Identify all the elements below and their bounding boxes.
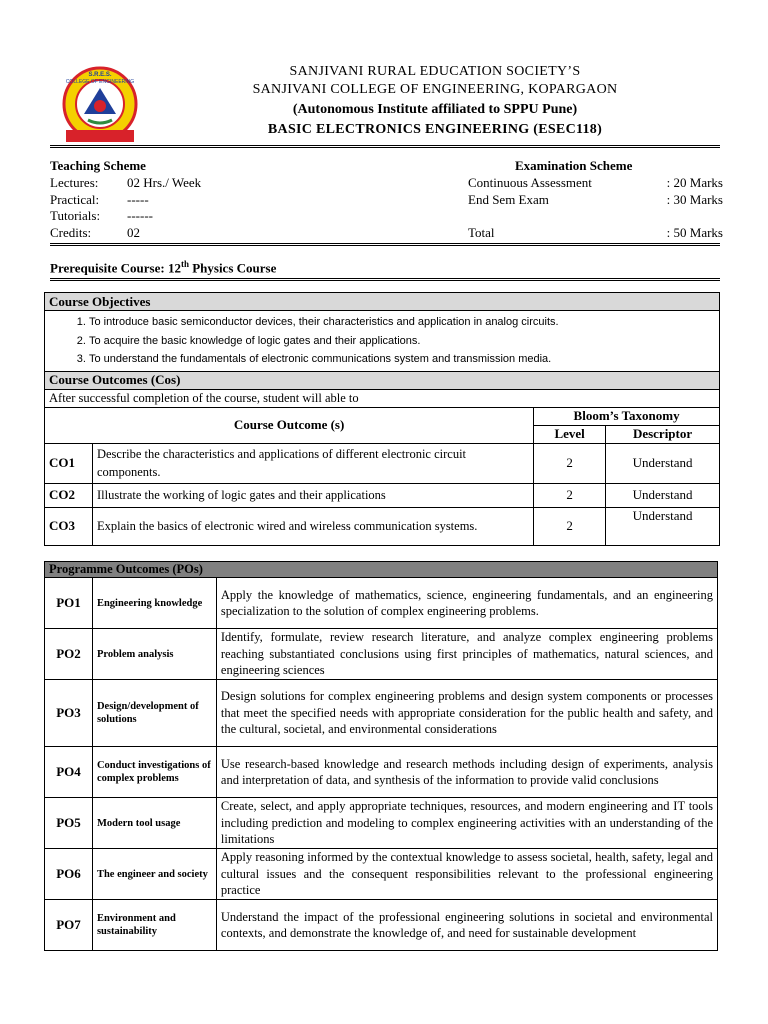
po-name: The engineer and society — [92, 849, 216, 900]
co-descriptor: Understand — [606, 507, 720, 545]
po-name: Modern tool usage — [92, 798, 216, 849]
po-code: PO3 — [45, 680, 93, 747]
objectives-list — [45, 313, 719, 369]
table-row — [45, 747, 718, 798]
po-name: Environment and sustainability — [92, 900, 216, 951]
table-row — [45, 629, 718, 680]
co-code: CO3 — [45, 507, 93, 545]
table-row — [45, 849, 718, 900]
po-code: PO2 — [45, 629, 93, 680]
programme-outcomes-table — [44, 561, 718, 951]
co-level: 2 — [534, 443, 606, 483]
divider — [50, 145, 720, 148]
po-description: Design solutions for complex engineering problems and design system components or processes that meet the specified needs with appropriate consideration for the public health and safety, and the cultural, societal, and environmental considerations — [216, 680, 717, 747]
po-code: PO6 — [45, 849, 93, 900]
prerequisite-course: Prerequisite Course: 12th Physics Course — [50, 259, 277, 276]
co-descriptor: Understand — [606, 483, 720, 507]
teaching-scheme-rows: Lectures: 02 Hrs./ Week Practical: ----- Tutorials: ------ Credits: 02 — [50, 175, 202, 240]
table-row — [45, 507, 720, 545]
society-name: SANJIVANI RURAL EDUCATION SOCIETY’S — [289, 64, 581, 79]
college-logo — [48, 64, 152, 148]
po-description: Understand the impact of the professional engineering solutions in societal and environmental contexts, and demonstrate the knowledge of, and need for sustainable development — [216, 900, 717, 951]
programme-outcomes-title: Programme Outcomes (POs) — [45, 562, 718, 578]
co-level: 2 — [534, 507, 606, 545]
co-code: CO2 — [45, 483, 93, 507]
po-code: PO4 — [45, 747, 93, 798]
po-code: PO5 — [45, 798, 93, 849]
college-name: SANJIVANI COLLEGE OF ENGINEERING, KOPARGAON — [252, 82, 618, 97]
table-row — [45, 798, 718, 849]
course-title: BASIC ELECTRONICS ENGINEERING (ESEC118) — [267, 122, 603, 137]
po-name: Engineering knowledge — [92, 578, 216, 629]
table-row — [45, 443, 720, 483]
svg-text:S.R.E.S.: S.R.E.S. — [88, 72, 112, 78]
svg-text:COLLEGE OF ENGINEERING: COLLEGE OF ENGINEERING — [65, 79, 135, 85]
course-outcomes-title: Course Outcomes (Cos) — [45, 371, 720, 389]
po-code: PO7 — [45, 900, 93, 951]
autonomy-line: (Autonomous Institute affiliated to SPPU Pune) — [292, 102, 578, 117]
objective-item: 3. To understand the fundamentals of electronic communications system and transmission media. — [89, 350, 719, 369]
co-code: CO1 — [45, 443, 93, 483]
col-course-outcome: Course Outcome (s) — [45, 407, 534, 443]
co-level: 2 — [534, 483, 606, 507]
po-description: Use research-based knowledge and research methods including design of experiments, analysis and interpretation of data, and synthesis of the information to provide valid conclusions — [216, 747, 717, 798]
po-code: PO1 — [45, 578, 93, 629]
table-row — [45, 680, 718, 747]
po-name: Problem analysis — [92, 629, 216, 680]
po-description: Apply the knowledge of mathematics, science, engineering fundamentals, and an engineering specialization to the solution of complex engineering problems. — [216, 578, 717, 629]
divider — [50, 278, 720, 281]
table-row — [45, 900, 718, 951]
teaching-scheme-title: Teaching Scheme — [50, 158, 146, 173]
co-descriptor: Understand — [606, 443, 720, 483]
divider — [50, 243, 720, 246]
objective-item: 2. To acquire the basic knowledge of logic gates and their applications. — [89, 332, 719, 351]
po-name: Design/development of solutions — [92, 680, 216, 747]
po-description: Identify, formulate, review research literature, and analyze complex engineering problems reaching substantiated conclusions using first principles of mathematics, natural sciences, and engineering sciences — [216, 629, 717, 680]
po-description: Create, select, and apply appropriate techniques, resources, and modern engineering and IT tools including prediction and modeling to complex engineering activities with an understanding of the limitations — [216, 798, 717, 849]
table-row — [45, 578, 718, 629]
exam-scheme-title: Examination Scheme — [515, 158, 633, 173]
col-descriptor: Descriptor — [606, 425, 720, 443]
course-objectives-outcomes-table — [44, 292, 720, 546]
po-description: Apply reasoning informed by the contextual knowledge to assess societal, health, safety, legal and cultural issues and the consequent responsibilities relevant to the professional engineering practice — [216, 849, 717, 900]
outcomes-intro: After successful completion of the course, student will able to — [45, 389, 720, 407]
course-objectives-title: Course Objectives — [45, 293, 720, 311]
po-name: Conduct investigations of complex problems — [92, 747, 216, 798]
col-blooms-taxonomy: Bloom’s Taxonomy — [534, 407, 720, 425]
co-description: Explain the basics of electronic wired and wireless communication systems. — [92, 507, 533, 545]
exam-scheme-rows: Continuous Assessment : 20 Marks End Sem Exam : 30 Marks Total : 50 Marks — [468, 175, 723, 240]
co-description: Describe the characteristics and applications of different electronic circuit components. — [92, 443, 533, 483]
co-description: Illustrate the working of logic gates and their applications — [92, 483, 533, 507]
col-level: Level — [534, 425, 606, 443]
table-row — [45, 483, 720, 507]
objective-item: 1. To introduce basic semiconductor devices, their characteristics and application in analog circuits. — [89, 313, 719, 332]
